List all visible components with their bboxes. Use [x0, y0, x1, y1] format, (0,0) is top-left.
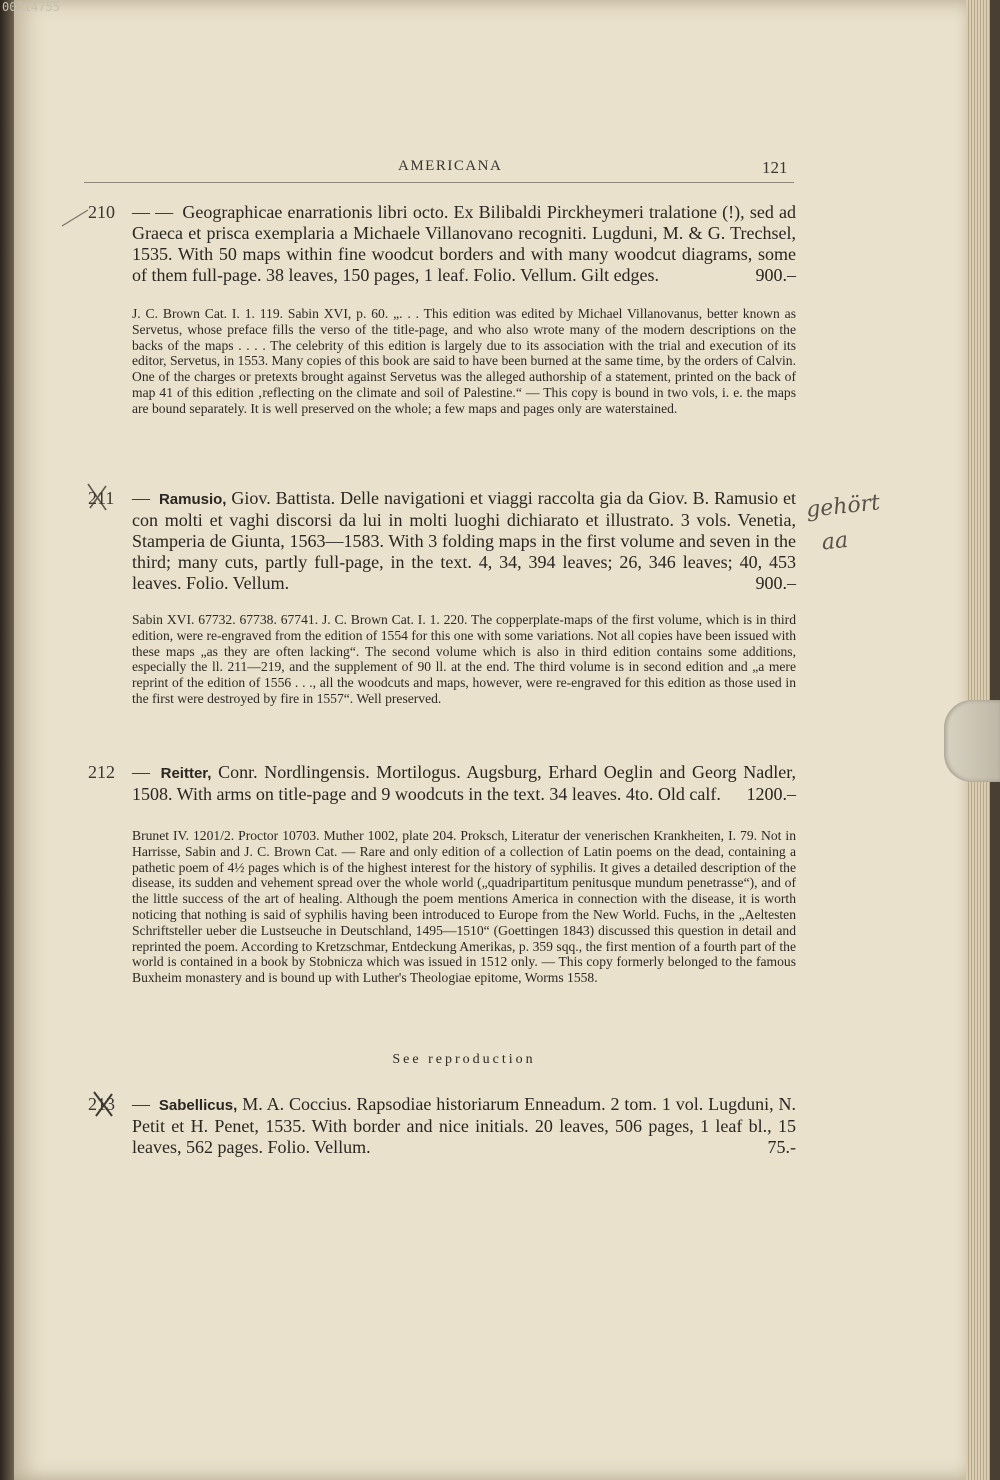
entry-author: Ramusio,	[158, 491, 227, 508]
entry-notes: Brunet IV. 1201/2. Proctor 10703. Muther 1002, plate 204. Proksch, Literatur der venerischen Krankheiten, I. 79. Not in Harrisse, Sabin and J. C. Brown Cat. — Rare and only edition of a collection of Latin poems on the dead, containing a pathetic poem of 4½ pages which is of the highest interest for the history of syphilis. It gives a detailed description of the disease, its sudden and vehement spread over the whole world („quadripartitum penitusque mundum penetrasse“), and of the little success of the art of healing. Although the poem mentions America in connection with the disease, it is worth noticing that nothing is said of syphilis having been introduced to Europe from the New World. Fuchs, in the „Aeltesten Schriftsteller ueber die Lustseuche in Deutschland, 1495—1510“ (Goettingen 1843) discussed this question in detail and reprinted the poem. According to Kretzschmar, Entdeckung Amerikas, p. 359 sqq., the first mention of a fourth part of the world is contained in a book by Stobnicza which was issued in 1512 only. — This copy formerly belonged to the famous Buxheim monastery and is bound up with Luther's Theologiae epitome, Worms 1558.	[132, 828, 796, 986]
entry-description: — Sabellicus, M. A. Coccius. Rapsodiae historiarum Enneadum. 2 tom. 1 vol. Lugduni, N. Petit et H. Penet, 1535. With border and nice initials. 20 leaves, 506 pages, 1 leaf bl., 15 leaves, 562 pages. Folio. Vellum. 75.-	[132, 1094, 797, 1157]
corner-stamp: 00114755	[2, 0, 60, 14]
entry-description: — Reitter, Conr. Nordlingensis. Mortilogus. Augsburg, Erhard Oeglin and Georg Nadler, 1508. With arms on title-page and 9 woodcuts in the text. 34 leaves. 4to. Old calf. 1200.–	[132, 762, 796, 804]
entry-price: 900.–	[755, 265, 796, 285]
see-reproduction: See reproduction	[392, 1052, 536, 1067]
entry-price: 1200.–	[746, 784, 796, 804]
entry-number: 213	[88, 1094, 115, 1114]
entry-text: Geographicae enarrationis libri octo. Ex Bilibaldi Pirckheymeri tralatione (!), sed ad Graeca et prisca exemplaria a Michaele Villanovano recogniti. Lugduni, M. & G. Trechsel, 1535. With 50 maps within fine woodcut borders and with many woodcut diagrams, some of them full-page. 38 leaves, 150 pages, 1 leaf. Folio. Vellum. Gilt edges.	[132, 202, 796, 285]
running-head: AMERICANA	[398, 158, 503, 174]
header-rule	[84, 182, 794, 183]
entry-number: 210	[88, 202, 115, 222]
handwritten-annotation: gehört aa	[805, 490, 882, 556]
entry-text: M. A. Coccius. Rapsodiae historiarum Enneadum. 2 tom. 1 vol. Lugduni, N. Petit et H. Penet, 1535. With border and nice initials. 20 leaves, 506 pages, 1 leaf bl., 15 leaves, 562 pages. Folio. Vellum.	[132, 1094, 797, 1157]
entry-notes: Sabin XVI. 67732. 67738. 67741. J. C. Brown Cat. I. 1. 220. The copperplate-maps of the first volume, which is in third edition, were re-engraved from the edition of 1554 for this one with some variations. Not all copies have been issued with these maps „as they are often lacking“. The second volume which is also in third edition contains some additions, especially the ll. 211—219, and the supplement of 90 ll. at the end. The third volume is in second edition and „a mere reprint of the edition of 1556 . . ., all the woodcuts and maps, however, were re-engraved for this edition as those used in the first were destroyed by fire in 1557“. Well preserved.	[132, 612, 796, 706]
entry-text: Giov. Battista. Delle navigationi et viaggi raccolta gia da Giov. B. Ramusio et con molti et vaghi discorsi da lui in molti luoghi dichiarato et illustrato. 3 vols. Venetia, Stamperia de Giunta, 1563—1583. With 3 folding maps in the first volume and seven in the third; many cuts, partly full-page, in the text. 4, 34, 394 leaves; 26, 346 leaves; 40, 453 leaves. Folio. Vellum.	[132, 488, 797, 593]
bookmark-tab	[944, 700, 1000, 782]
entry-number: 211	[88, 488, 115, 508]
entry-description: — — Geographicae enarrationis libri octo. Ex Bilibaldi Pirckheymeri tralatione (!), sed ad Graeca et prisca exemplaria a Michaele Villanovano recogniti. Lugduni, M. & G. Trechsel, 1535. With 50 maps within fine woodcut borders and with many woodcut diagrams, some of them full-page. 38 leaves, 150 pages, 1 leaf. Folio. Vellum. Gilt edges. 900.–	[132, 202, 796, 285]
entry-author: Sabellicus,	[158, 1097, 238, 1114]
entry-number: 212	[88, 762, 115, 782]
entry-text: Conr. Nordlingensis. Mortilogus. Augsburg, Erhard Oeglin and Georg Nadler, 1508. With arms on title-page and 9 woodcuts in the text. 34 leaves. 4to. Old calf.	[132, 762, 796, 804]
page-number: 121	[762, 158, 788, 177]
entry-description: — Ramusio, Giov. Battista. Delle navigationi et viaggi raccolta gia da Giov. B. Ramusio et con molti et vaghi discorsi da lui in molti luoghi dichiarato et illustrato. 3 vols. Venetia, Stamperia de Giunta, 1563—1583. With 3 folding maps in the first volume and seven in the third; many cuts, partly full-page, in the text. 4, 34, 394 leaves; 26, 346 leaves; 40, 453 leaves. Folio. Vellum. 900.–	[132, 488, 797, 593]
entry-notes: J. C. Brown Cat. I. 1. 119. Sabin XVI, p. 60. „. . . This edition was edited by Michael Villanovanus, better known as Servetus, whose preface fills the verso of the title-page, and who also wrote many of the modern descriptions on the backs of the maps . . . . The celebrity of this edition is largely due to its association with the trial and execution of its editor, Servetus, in 1553. Many copies of this book are said to have been burned at the same time, by the orders of Calvin. One of the charges or pretexts brought against Servetus was the alleged authorship of a statement, printed on the back of map 41 of this edition ‚reflecting on the climate and soil of Palestine.“ — This copy is bound in two vols, i. e. the maps are bound separately. It is well preserved on the whole; a few maps and pages only are waterstained.	[132, 306, 796, 416]
entry-author: Reitter,	[160, 765, 212, 782]
entry-price: 75.-	[767, 1137, 796, 1157]
entry-price: 900.–	[755, 573, 796, 593]
